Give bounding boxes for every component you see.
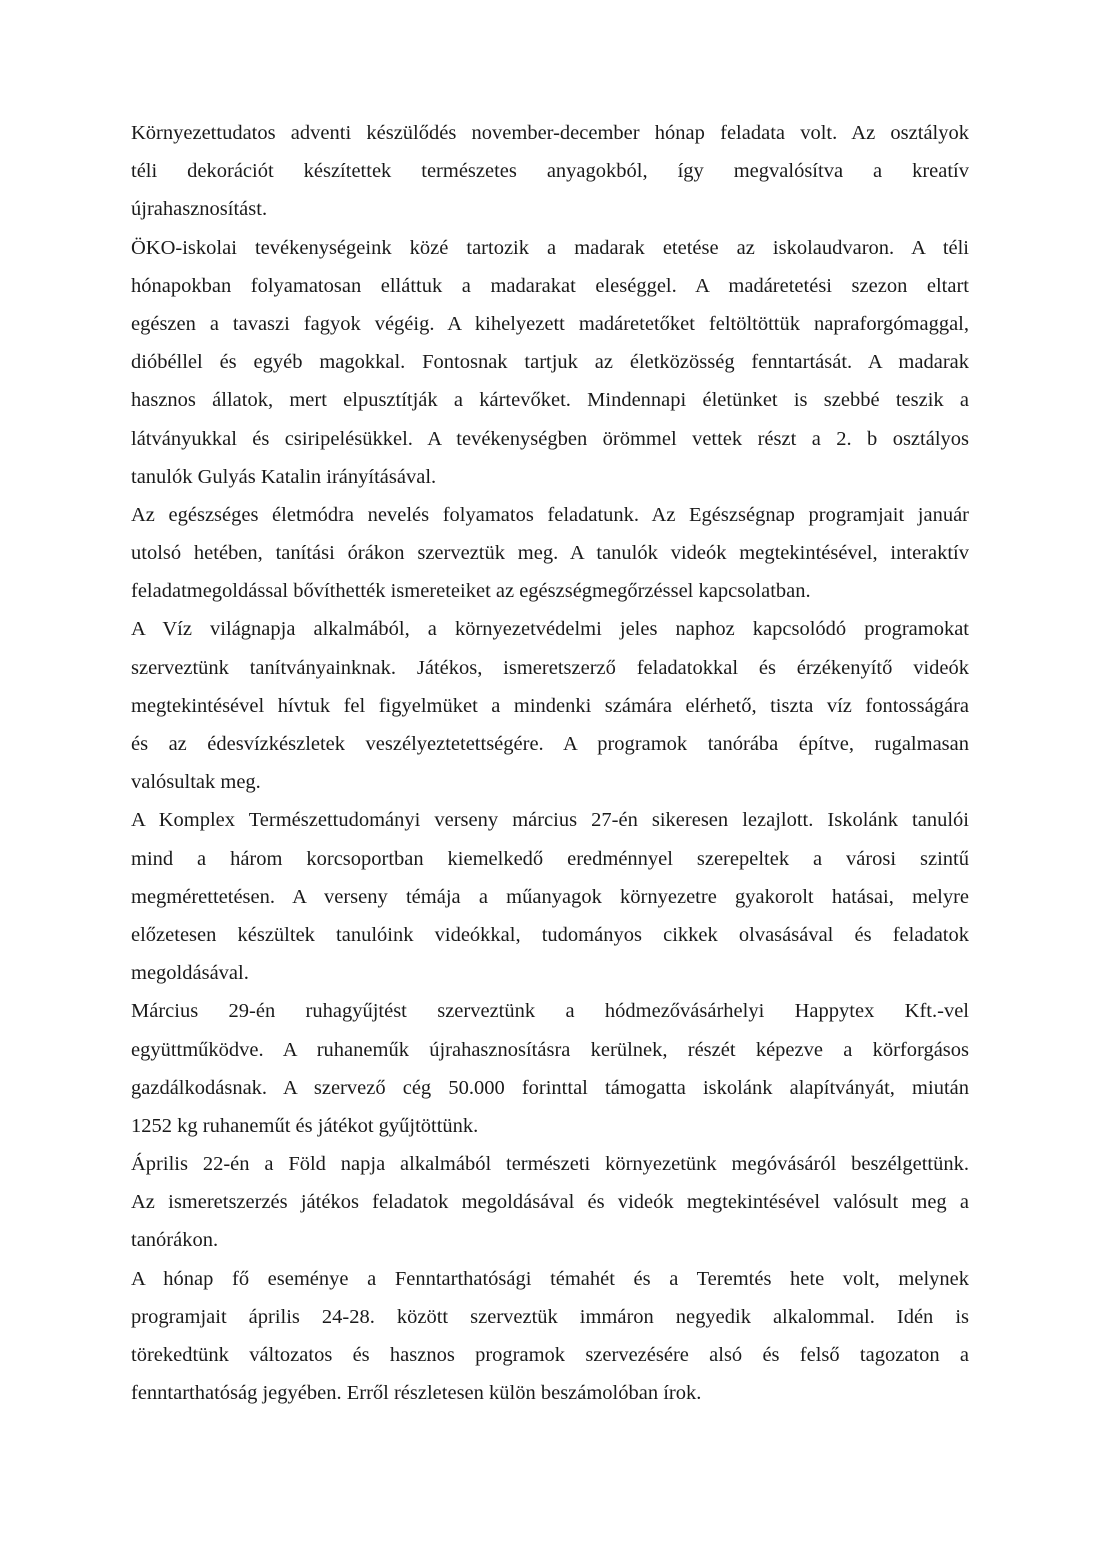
paragraph-line: látványukkal és csiripelésükkel. A tevékenységben örömmel vettek részt a 2. b osztályos [131, 427, 969, 450]
paragraph-line: gazdálkodásnak. A szervező cég 50.000 forinttal támogatta iskolánk alapítványát, miután [131, 1076, 969, 1099]
paragraph [131, 1260, 969, 1413]
paragraph-line: A Víz világnapja alkalmából, a környezetvédelmi jeles naphoz kapcsolódó programokat [131, 618, 969, 641]
paragraph-line: tanórákon. [131, 1229, 219, 1252]
paragraph-line: Március 29-én ruhagyűjtést szerveztünk a hódmezővásárhelyi Happytex Kft.-vel [131, 1000, 969, 1023]
paragraph-line: A hónap fő eseménye a Fenntarthatósági témahét és a Teremtés hete volt, melynek [131, 1267, 969, 1290]
paragraph-line: mind a három korcsoportban kiemelkedő eredménnyel szerepeltek a városi szintű [131, 847, 969, 870]
paragraph-line: Az egészséges életmódra nevelés folyamatos feladatunk. Az Egészségnap programjait január [131, 503, 969, 526]
paragraph-line: megoldásával. [131, 962, 249, 985]
paragraph-line: utolsó hetében, tanítási órákon szerveztük meg. A tanulók videók megtekintésével, interaktív [131, 542, 969, 565]
paragraph-line: valósultak meg. [131, 771, 261, 794]
paragraph-line: tanulók Gulyás Katalin irányításával. [131, 465, 437, 488]
paragraph-line: feladatmegoldással bővíthették ismereteiket az egészségmegőrzéssel kapcsolatban. [131, 580, 811, 603]
paragraph [131, 992, 969, 1145]
paragraph-line: ÖKO-iskolai tevékenységeink közé tartozik a madarak etetése az iskolaudvaron. A téli [131, 236, 969, 259]
paragraph [131, 114, 969, 229]
paragraph [131, 610, 969, 801]
paragraph [131, 496, 969, 611]
paragraph-line: szerveztünk tanítványainknak. Játékos, ismeretszerző feladatokkal és érzékenyítő videók [131, 656, 969, 679]
document-body [131, 114, 969, 1412]
paragraph [131, 229, 969, 496]
paragraph-line: hónapokban folyamatosan elláttuk a madarakat eleséggel. A madáretetési szezon eltart [131, 274, 969, 297]
paragraph-line: 1252 kg ruhaneműt és játékot gyűjtöttünk. [131, 1114, 479, 1137]
paragraph-line: megmérettetésen. A verseny témája a műanyagok környezetre gyakorolt hatásai, melyre [131, 885, 969, 908]
paragraph-line: törekedtünk változatos és hasznos programok szervezésére alsó és felső tagozaton a [131, 1344, 969, 1366]
paragraph-line: dióbéllel és egyéb magokkal. Fontosnak tartjuk az életközösség fenntartását. A madarak [131, 351, 969, 374]
paragraph [131, 801, 969, 992]
paragraph [131, 1145, 969, 1260]
paragraph-line: egészen a tavaszi fagyok végéig. A kihelyezett madáretetőket feltöltöttük napraforgómaggal, [131, 312, 969, 335]
paragraph-line: együttműködve. A ruhaneműk újrahasznosításra kerülnek, részét képezve a körforgásos [131, 1038, 969, 1061]
paragraph-line: és az édesvízkészletek veszélyeztetettségére. A programok tanórába építve, rugalmasan [131, 733, 969, 755]
paragraph-line: Az ismeretszerzés játékos feladatok megoldásával és videók megtekintésével valósult meg a [131, 1191, 969, 1214]
paragraph-line: téli dekorációt készítettek természetes anyagokból, így megvalósítva a kreatív [131, 160, 969, 183]
paragraph-line: megtekintésével hívtuk fel figyelmüket a mindenki számára elérhető, tiszta víz fontosságára [131, 694, 969, 717]
paragraph-line: fenntarthatóság jegyében. Erről részletesen külön beszámolóban írok. [131, 1382, 702, 1405]
paragraph-line: előzetesen készültek tanulóink videókkal, tudományos cikkek olvasásával és feladatok [131, 923, 969, 946]
paragraph-line: programjait április 24-28. között szerveztük immáron negyedik alkalommal. Idén is [131, 1305, 969, 1328]
paragraph-line: hasznos állatok, mert elpusztítják a kártevőket. Mindennapi életünket is szebbé teszik a [131, 389, 969, 412]
paragraph-line: A Komplex Természettudományi verseny március 27-én sikeresen lezajlott. Iskolánk tanulói [131, 809, 969, 832]
paragraph-line: újrahasznosítást. [131, 198, 268, 221]
paragraph-line: Környezettudatos adventi készülődés november-december hónap feladata volt. Az osztályok [131, 122, 969, 144]
paragraph-line: Április 22-én a Föld napja alkalmából természeti környezetünk megóvásáról beszélgettünk. [131, 1153, 969, 1176]
